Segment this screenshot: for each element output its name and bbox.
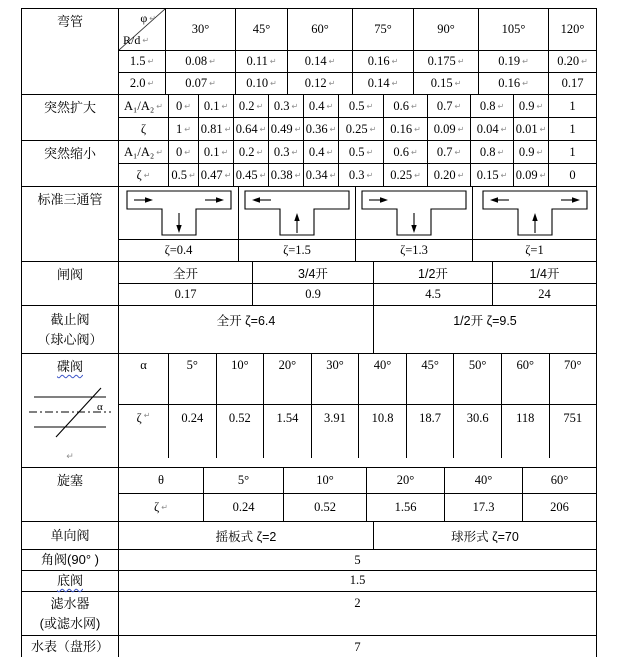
ratio-cell: 0.5 ↵ <box>339 95 384 117</box>
bend-value-cell: 0.15 ↵ <box>414 73 479 94</box>
zeta-cell: 0.04 ↵ <box>471 118 514 140</box>
bend-value-cell: 0.20 ↵ <box>549 51 596 72</box>
zeta-header: ζ ↵ <box>119 405 169 458</box>
plug-zeta-cell: 206 <box>550 500 569 514</box>
angle-valve-value: 5 <box>354 552 361 567</box>
butterfly-angle-cell: 20° <box>264 354 312 404</box>
bend-value-cell: 0.16 ↵ <box>479 73 549 94</box>
zeta-cell: 0.49 ↵ <box>269 118 304 140</box>
bend-value-cell: 0.17 <box>561 76 584 90</box>
tee-icon <box>244 190 350 236</box>
bend-header-row <box>119 9 596 51</box>
butterfly-zeta-cell: 0.24 <box>169 405 217 458</box>
gate-value-cell: 0.9 <box>253 284 374 305</box>
angle-valve-row <box>119 550 596 570</box>
ratio-cell: 0.6 ↵ <box>384 95 428 117</box>
zeta-cell: 0.38 ↵ <box>269 164 304 186</box>
section-strainer <box>22 592 596 636</box>
globe-value-row <box>119 306 596 353</box>
zeta-cell: 0.16 ↵ <box>384 118 428 140</box>
butterfly-angle-cell: 60° <box>502 354 550 404</box>
butterfly-zeta-cell: 3.91 <box>312 405 360 458</box>
section-standard-tee <box>22 187 596 262</box>
bend-value-cell: 0.11 ↵ <box>236 51 288 72</box>
ratio-cell: 0 ↵ <box>169 141 199 163</box>
zeta-cell: 0.34 ↵ <box>304 164 339 186</box>
row-label-standard-tee: 标准三通管 <box>22 187 119 261</box>
butterfly-zeta-cell: 751 <box>563 411 583 425</box>
tee-diagram-flow-in-turn-down <box>356 187 473 239</box>
zeta-cell: 0.15 ↵ <box>471 164 514 186</box>
plug-angle-cell: 10° <box>284 468 367 493</box>
gate-opening-cell: 1/4开 <box>529 266 560 281</box>
bend-row-r1_5 <box>119 51 596 73</box>
check-ball-cell: 球形式 ζ=70 <box>451 529 519 544</box>
bend-angle-header: 105° <box>479 9 549 50</box>
bend-angle-header: 75° <box>353 9 414 50</box>
butterfly-zeta-cell: 1.54 <box>264 405 312 458</box>
section-plug-cock <box>22 468 596 522</box>
plug-angle-row <box>119 468 596 494</box>
butterfly-zeta-cell: 10.8 <box>359 405 407 458</box>
diagonal-header-cell <box>119 9 166 50</box>
butterfly-zeta-cell: 0.52 <box>217 405 265 458</box>
ratio-cell: 0.4 ↵ <box>304 95 339 117</box>
ratio-cell: 1 <box>569 98 576 113</box>
butterfly-angle-cell: 50° <box>454 354 502 404</box>
tee-zeta-cell: ζ=1 <box>525 243 544 257</box>
tee-zeta-cell: ζ=1.3 <box>356 240 473 261</box>
plug-zeta-row <box>119 494 596 521</box>
ratio-cell: 0.7 ↵ <box>428 95 471 117</box>
row-label-angle-valve: 角阀(90° ) <box>22 550 119 570</box>
ratio-cell: 0.3 ↵ <box>269 141 304 163</box>
zeta-cell: 0.36 ↵ <box>304 118 339 140</box>
gate-value-row <box>119 284 596 305</box>
plug-angle-cell: 40° <box>445 468 523 493</box>
tee-zeta-cell: ζ=0.4 <box>119 240 239 261</box>
section-check-valve <box>22 522 596 550</box>
bend-value-cell: 0.10 ↵ <box>236 73 288 94</box>
alpha-header: α <box>119 354 169 404</box>
gate-value-cell: 4.5 <box>374 284 493 305</box>
butterfly-valve-diagram <box>24 385 116 441</box>
gate-opening-cell: 全开 <box>119 262 253 283</box>
gate-value-cell: 0.17 <box>119 284 253 305</box>
row-label-bend-pipe: 弯管 <box>22 9 119 94</box>
bend-row-r2_0 <box>119 73 596 94</box>
zeta-cell: 0 <box>569 167 576 182</box>
row-label-sudden-contraction: 突然缩小 <box>22 141 119 186</box>
tee-diagram-branch-up-split <box>473 187 596 239</box>
bend-value-cell: 0.12 ↵ <box>288 73 353 94</box>
check-swing-cell: 摇板式 ζ=2 <box>119 522 374 549</box>
strainer-label-line2: (或滤水网) <box>39 615 101 631</box>
theta-header: θ <box>119 468 204 493</box>
phi-corner-label: φ ↵ <box>140 11 156 26</box>
area-ratio-header: A₁/A₂ ↵ <box>119 141 169 163</box>
section-angle-valve <box>22 550 596 571</box>
plug-angle-cell: 5° <box>204 468 284 493</box>
strainer-value: 2 <box>354 596 361 610</box>
globe-valve-label-line2: （球心阀） <box>37 331 103 347</box>
tee-icon <box>126 190 232 236</box>
row-label-check-valve: 单向阀 <box>22 522 119 549</box>
butterfly-valve-label: 碟阀 <box>56 359 83 374</box>
tee-icon <box>482 190 588 236</box>
bend-value-cell: 0.14 ↵ <box>353 73 414 94</box>
gate-opening-row <box>119 262 596 284</box>
section-bend-pipe <box>22 9 596 95</box>
section-gate-valve <box>22 262 596 306</box>
contraction-zeta-row <box>119 164 596 186</box>
ratio-cell: 0.2 ↵ <box>234 141 269 163</box>
ratio-cell: 0.8 ↵ <box>471 141 514 163</box>
tee-diagram-row <box>119 187 596 240</box>
row-label-gate-valve: 闸阀 <box>22 262 119 305</box>
ratio-cell: 0.9 ↵ <box>514 95 549 117</box>
zeta-cell: 0.20 ↵ <box>428 164 471 186</box>
fittings-table <box>21 8 597 657</box>
section-butterfly-valve <box>22 354 596 468</box>
butterfly-zeta-cell: 18.7 <box>407 405 455 458</box>
zeta-cell: 0.09 ↵ <box>428 118 471 140</box>
butterfly-zeta-row <box>119 405 596 458</box>
zeta-cell: 0.09 ↵ <box>514 164 549 186</box>
zeta-cell: 0.25 ↵ <box>384 164 428 186</box>
butterfly-angle-cell: 30° <box>312 354 360 404</box>
ratio-cell: 0.6 ↵ <box>384 141 428 163</box>
plug-zeta-cell: 0.52 <box>284 494 367 521</box>
row-label-foot-valve <box>22 571 119 591</box>
section-globe-valve <box>22 306 596 354</box>
bend-value-cell: 0.175 ↵ <box>414 51 479 72</box>
ratio-cell: 0.7 ↵ <box>428 141 471 163</box>
butterfly-zeta-cell: 30.6 <box>454 405 502 458</box>
zeta-header: ζ ↵ <box>119 494 204 521</box>
bend-value-cell: 0.08 ↵ <box>166 51 236 72</box>
contraction-ratio-row <box>119 141 596 164</box>
plug-zeta-cell: 0.24 <box>204 494 284 521</box>
bend-value-cell: 0.14 ↵ <box>288 51 353 72</box>
row-label-globe-valve <box>22 306 119 353</box>
ratio-cell: 0.1 ↵ <box>199 141 234 163</box>
ratio-cell: 0.1 ↵ <box>199 95 234 117</box>
row-label-plug-cock: 旋塞 <box>22 468 119 521</box>
bend-rd-value: 1.5 ↵ <box>119 51 166 72</box>
butterfly-angle-cell: 5° <box>169 354 217 404</box>
expansion-zeta-row <box>119 118 596 140</box>
zeta-cell: 0.64 ↵ <box>234 118 269 140</box>
bend-rd-value: 2.0 ↵ <box>119 73 166 94</box>
ratio-cell: 0.9 ↵ <box>514 141 549 163</box>
row-label-sudden-expansion: 突然扩大 <box>22 95 119 140</box>
section-water-meter <box>22 636 596 657</box>
foot-valve-value: 1.5 <box>349 573 366 587</box>
ratio-cell: 0.8 ↵ <box>471 95 514 117</box>
tee-icon <box>361 190 467 236</box>
gate-opening-cell: 3/4开 <box>253 262 374 283</box>
zeta-cell: 0.3 ↵ <box>339 164 384 186</box>
check-valve-row <box>119 522 596 549</box>
ratio-cell: 0.3 ↵ <box>269 95 304 117</box>
plug-angle-cell: 20° <box>367 468 445 493</box>
row-label-water-meter: 水表（盘形） <box>22 636 119 657</box>
plug-zeta-cell: 1.56 <box>367 494 445 521</box>
bend-value-cell: 0.16 ↵ <box>353 51 414 72</box>
bend-angle-header: 120° <box>560 22 585 36</box>
paragraph-mark: ↵ <box>66 452 74 462</box>
zeta-cell: 0.45 ↵ <box>234 164 269 186</box>
butterfly-angle-cell: 45° <box>407 354 455 404</box>
rd-corner-label: R/d ↵ <box>123 33 149 48</box>
plug-zeta-cell: 17.3 <box>445 494 523 521</box>
plug-angle-cell: 60° <box>550 473 569 487</box>
alpha-angle-label: α <box>97 401 103 413</box>
tee-diagram-branch-up-turn-left <box>239 187 356 239</box>
zeta-header: ζ <box>119 118 169 140</box>
bend-angle-header: 60° <box>288 9 353 50</box>
bend-angle-header: 90° <box>414 9 479 50</box>
bend-value-cell: 0.07 ↵ <box>166 73 236 94</box>
butterfly-angle-row <box>119 354 596 405</box>
tee-zeta-cell: ζ=1.5 <box>239 240 356 261</box>
butterfly-zeta-cell: 118 <box>502 405 550 458</box>
foot-valve-row <box>119 571 596 590</box>
tee-zeta-row <box>119 240 596 261</box>
water-meter-row <box>119 636 596 657</box>
ratio-cell: 0 ↵ <box>169 95 199 117</box>
ratio-cell: 0.5 ↵ <box>339 141 384 163</box>
butterfly-angle-cell: 40° <box>359 354 407 404</box>
globe-valve-label-line1: 截止阀 <box>50 311 90 327</box>
ratio-cell: 0.4 ↵ <box>304 141 339 163</box>
water-meter-value: 7 <box>354 639 361 654</box>
zeta-cell: 0.81 ↵ <box>199 118 234 140</box>
ratio-cell: 0.2 ↵ <box>234 95 269 117</box>
zeta-cell: 0.5 ↵ <box>169 164 199 186</box>
row-label-strainer <box>22 592 119 635</box>
area-ratio-header: A₁/A₂ ↵ <box>119 95 169 117</box>
section-foot-valve <box>22 571 596 592</box>
globe-open-cell: 全开 ζ=6.4 <box>119 306 374 353</box>
bend-value-cell: 0.19 ↵ <box>479 51 549 72</box>
zeta-cell: 0.47 ↵ <box>199 164 234 186</box>
section-sudden-contraction <box>22 141 596 187</box>
zeta-cell: 0.01 ↵ <box>514 118 549 140</box>
gate-value-cell: 24 <box>538 287 551 301</box>
strainer-row <box>119 592 596 635</box>
section-sudden-expansion <box>22 95 596 141</box>
globe-half-open-cell: 1/2开 ζ=9.5 <box>453 314 517 328</box>
zeta-cell: 0.25 ↵ <box>339 118 384 140</box>
row-label-butterfly-valve <box>22 354 119 467</box>
strainer-label-line1: 滤水器 <box>50 595 90 611</box>
zeta-cell: 1 ↵ <box>169 118 199 140</box>
expansion-ratio-row <box>119 95 596 118</box>
butterfly-angle-cell: 70° <box>564 358 582 372</box>
gate-opening-cell: 1/2开 <box>374 262 493 283</box>
ratio-cell: 1 <box>569 144 576 159</box>
foot-valve-label: 底阀 <box>56 573 83 588</box>
tee-diagram-flow-through-branch-down <box>119 187 239 239</box>
bend-angle-header: 30° <box>166 9 236 50</box>
bend-angle-header: 45° <box>236 9 288 50</box>
zeta-header: ζ ↵ <box>119 164 169 186</box>
zeta-cell: 1 <box>569 121 576 136</box>
butterfly-angle-cell: 10° <box>217 354 265 404</box>
